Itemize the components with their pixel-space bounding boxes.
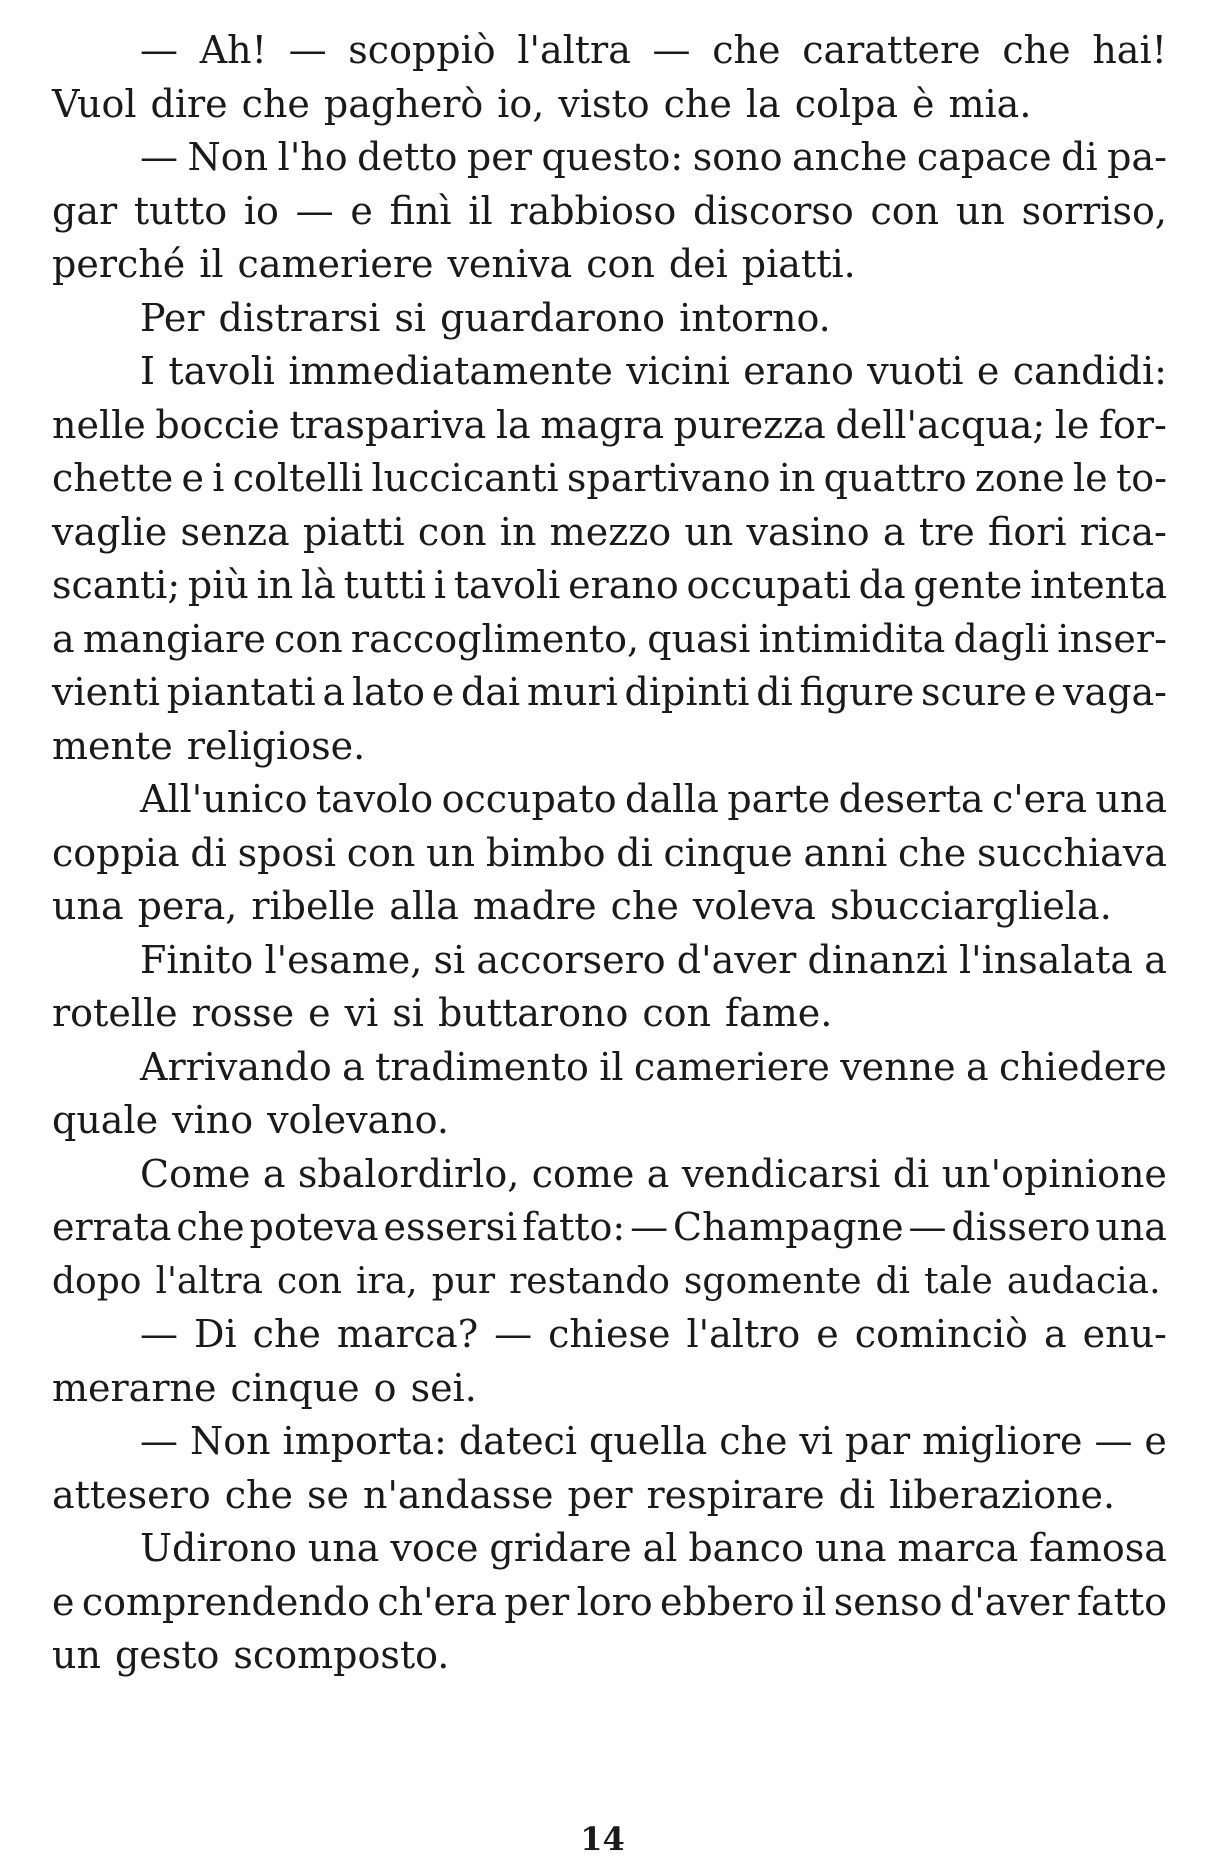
text-line: — Ah! — scoppiò l'altra — che carattere che hai!	[140, 28, 1167, 72]
text-line: Per distrarsi si guardarono intorno.	[140, 295, 831, 340]
text-line: quale vino volevano.	[52, 1098, 449, 1142]
text-line: chette e i coltelli luccicanti spartivano in quattro zone le to-	[52, 456, 1167, 500]
text-line: una pera, ribelle alla madre che voleva sbucciargliela.	[52, 884, 1112, 928]
text-line: a mangiare con raccoglimento, quasi intimidita dagli inser-	[52, 616, 1167, 661]
text-line: nelle boccie traspariva la magra purezza dell'acqua; le for-	[52, 402, 1167, 447]
text-line: Arrivando a tradimento il cameriere venne a chiedere	[140, 1044, 1167, 1089]
text-line: I tavoli immediatamente vicini erano vuoti e candidi:	[140, 349, 1167, 393]
text-line: un gesto scomposto.	[52, 1633, 450, 1677]
text-line: errata che poteva essersi fatto: — Champagne — dissero una	[52, 1205, 1167, 1249]
text-line: e comprendendo ch'era per loro ebbero il senso d'aver fatto	[52, 1579, 1167, 1624]
text-line: merarne cinque o sei.	[52, 1365, 477, 1410]
text-line: dopo l'altra con ira, pur restando sgomente di tale audacia.	[52, 1260, 1161, 1302]
text-line: — Non l'ho detto per questo: sono anche capace di pa-	[140, 135, 1167, 179]
text-line: — Di che marca? — chiese l'altro e cominciò a enu-	[140, 1312, 1167, 1356]
text-line: Finito l'esame, si accorsero d'aver dinanzi l'insalata a	[140, 937, 1167, 982]
text-line: — Non importa: dateci quella che vi par migliore — e	[140, 1419, 1167, 1463]
text-line: attesero che se n'andasse per respirare di liberazione.	[52, 1472, 1116, 1517]
page-number: 14	[580, 1820, 625, 1858]
text-line: All'unico tavolo occupato dalla parte deserta c'era una	[140, 777, 1167, 821]
text-line: Vuol dire che pagherò io, visto che la colpa è mia.	[52, 81, 1032, 126]
body-text	[52, 24, 1167, 1683]
text-line: mente religiose.	[52, 723, 366, 768]
text-line: scanti; più in là tutti i tavoli erano occupati da gente intenta	[52, 563, 1167, 607]
text-line: perché il cameriere veniva con dei piatti.	[52, 242, 856, 286]
text-line: gar tutto io — e finì il rabbioso discorso con un sorriso,	[52, 188, 1167, 233]
text-line: rotelle rosse e vi si buttarono con fame.	[52, 991, 833, 1035]
text-line: vaglie senza piatti con in mezzo un vasino a tre fiori rica-	[52, 509, 1167, 554]
text-line: Udirono una voce gridare al banco una marca famosa	[140, 1526, 1167, 1570]
text-line: vienti piantati a lato e dai muri dipinti di figure scure e vaga-	[52, 670, 1167, 714]
text-line: Come a sbalordirlo, come a vendicarsi di un'opinione	[140, 1151, 1167, 1196]
text-line: coppia di sposi con un bimbo di cinque anni che succhiava	[52, 830, 1167, 875]
